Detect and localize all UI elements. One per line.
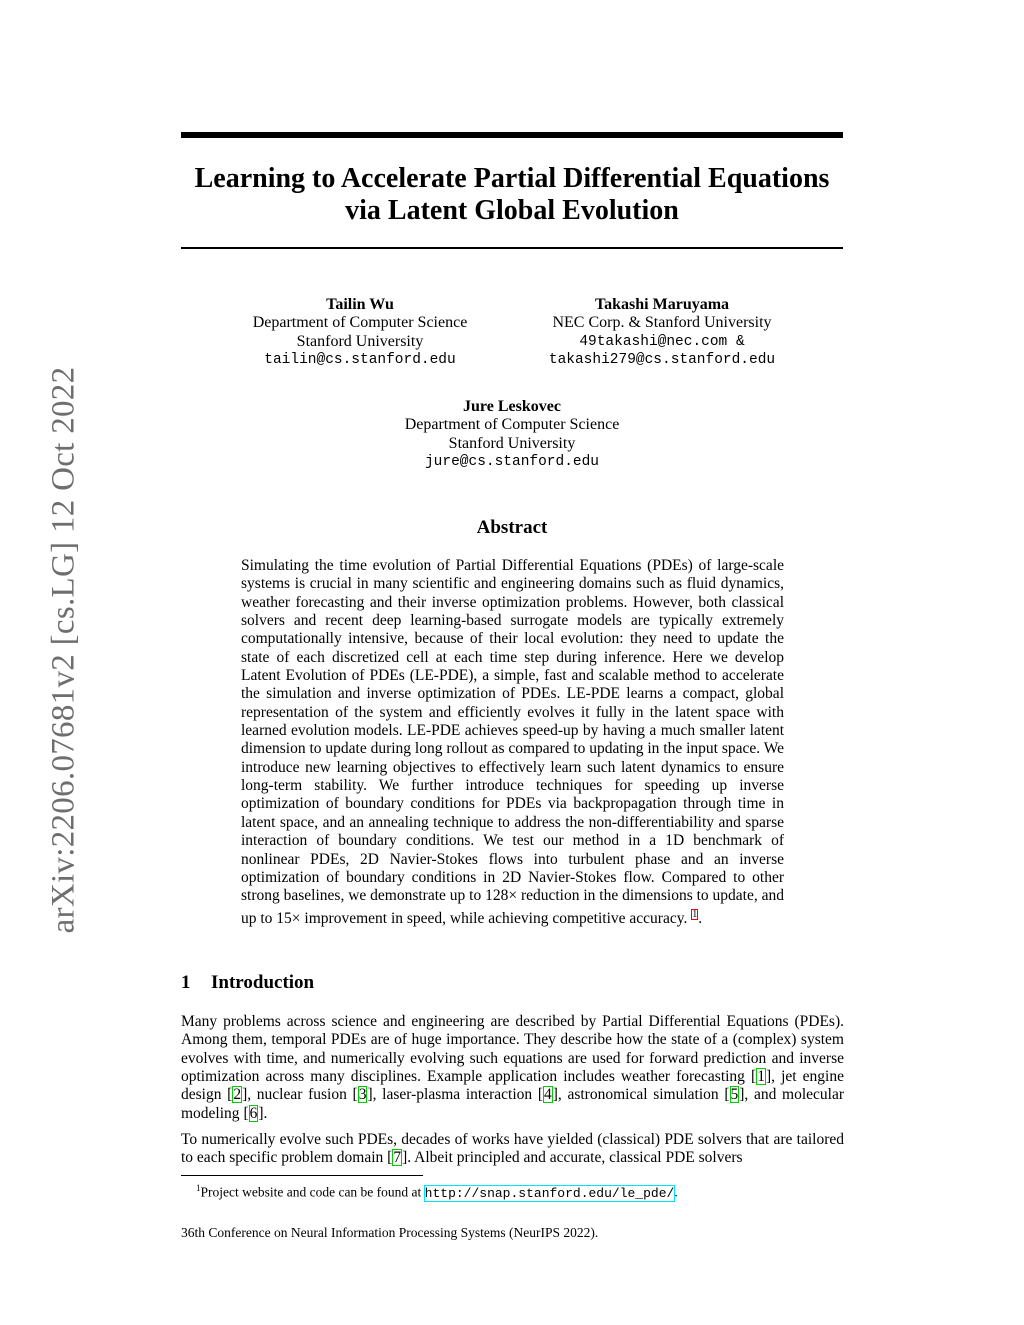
author-email[interactable]: 49takashi@nec.com & [579,333,745,350]
arxiv-identifier-stamp: arXiv:2206.07681v2 [cs.LG] 12 Oct 2022 [45,366,82,934]
section-number: 1 [181,972,191,993]
abstract-text [241,557,784,928]
text-span: , nuclear fusion [247,1086,353,1104]
author-email[interactable]: tailin@cs.stanford.edu [264,352,456,369]
project-url-link[interactable]: http://snap.stanford.edu/le_pde/ [424,1185,675,1201]
author-email[interactable]: takashi279@cs.stanford.edu [548,352,776,369]
text-span: , laser-plasma interaction [372,1086,538,1104]
author-block-3 [362,398,662,472]
text-span: , astronomical simulation [557,1086,725,1104]
text-span: . Albeit principled and accurate, classical PDE solvers [407,1149,743,1167]
text-span: , jet engine design [181,1068,844,1104]
text-span: To numerically evolve such PDEs, decades of works have yielded (classical) PDE solvers that are tailored to each specific problem domain [181,1131,844,1167]
author-block-1 [230,296,490,370]
author-affiliation: Stanford University [448,434,576,452]
author-name: Takashi Maruyama [594,296,730,313]
title-line-2: via Latent Global Evolution [345,195,679,226]
section-heading-introduction [181,972,314,994]
abstract-body-text: Simulating the time evolution of Partial Differential Equations (PDEs) of large-scale systems is crucial in many scientific and engineering domains such as fluid dynamics, weather forecasting and their inverse optimization problems. However, both classical solvers and recent deep learning-based surrogate models are typically extremely computationally intensive, because of their local evolution: they need to update the state of each discretized cell at each time step during inference. Here we develop Latent Evolution of PDEs (LE-PDE), a simple, fast and scalable method to accelerate the simulation and inverse optimization of PDEs. LE-PDE learns a compact, global representation of the system and efficiently evolves it fully in the latent space with learned evolution models. LE-PDE achieves speed-up by having a much smaller latent dimension to update during long rollout as compared to updating in the input space. We introduce new learning objectives to effectively learn such latent dynamics to ensure long-term stability. We further introduce techniques for speeding up inverse optimization of boundary conditions for PDEs via backpropagation through time in latent space, and an annealing technique to address the non-differentiability and sparse interaction of boundary conditions. We test our method in a 1D benchmark of nonlinear PDEs, 2D Navier-Stokes flows into turbulent phase and an inverse optimization of boundary conditions in 2D Navier-Stokes flow. Compared to other strong baselines, we demonstrate up to 128× reduction in the dimensions to update, and up to 15× improvement in speed, while achieving competitive accuracy. [241,557,785,927]
footnote-link[interactable]: 1 [692,908,698,920]
author-name: Tailin Wu [326,296,394,313]
author-affiliation: NEC Corp. & Stanford University [552,314,772,332]
citation-link[interactable]: 4 [543,1086,552,1104]
title-top-rule [181,132,843,138]
citation-link[interactable]: 6 [249,1104,258,1122]
text-span: . [263,1104,268,1122]
section-title: Introduction [211,972,315,993]
author-affiliation: Department of Computer Science [404,416,620,434]
footnote-mark: 1 [196,1183,201,1193]
text-span: Many problems across science and engineering are described by Partial Differential Equations (PDEs). Among them, temporal PDEs are of huge importance. They describe how the state of a (complex) system evolves with time, and numerically evolving such equations are used for forward prediction and inverse optimization across many disciplines. Example application includes weather forecasting [181,1013,844,1086]
title-bottom-rule [181,247,843,249]
paper-title [181,163,843,227]
citation-link[interactable]: 1 [757,1068,765,1086]
intro-paragraph-2: To numerically evolve such PDEs, decades of works have yielded (classical) PDE solvers that are tailored to each specific problem domain [7]. Albeit principled and accurate, classical PDE solvers [181,1131,844,1167]
text-span: , and molecular modeling [181,1086,845,1122]
abstract-end-punct: . [698,909,703,927]
abstract-heading: Abstract [476,517,548,538]
author-block-2 [522,296,802,370]
footnote-end: . [674,1184,678,1200]
intro-paragraph-1: Many problems across science and engineering are described by Partial Differential Equations (PDEs). Among them, temporal PDEs are of huge importance. They describe how the state of a (complex) system evolves with time, and numerically evolving such equations are used for forward prediction and inverse optimization across many disciplines. Example application includes weather forecasting [1], jet engine design [2], nuclear fusion [3], laser-plasma interaction [4], astronomical simulation [5], and molecular modeling [6]. [181,1013,845,1122]
citation-link[interactable]: 2 [233,1086,242,1104]
footnote-text: Project website and code can be found at [200,1184,425,1200]
citation-link[interactable]: 3 [358,1086,367,1104]
author-email[interactable]: jure@cs.stanford.edu [424,454,600,471]
author-name: Jure Leskovec [463,398,561,415]
title-line-1: Learning to Accelerate Partial Differential Equations [194,163,830,194]
footnote [196,1180,678,1202]
author-affiliation: Department of Computer Science [252,314,468,332]
conference-venue: 36th Conference on Neural Information Processing Systems (NeurIPS 2022). [181,1225,599,1240]
author-affiliation: Stanford University [296,332,424,350]
citation-link[interactable]: 7 [393,1149,402,1167]
footnote-rule [181,1175,423,1176]
citation-link[interactable]: 5 [730,1086,739,1104]
